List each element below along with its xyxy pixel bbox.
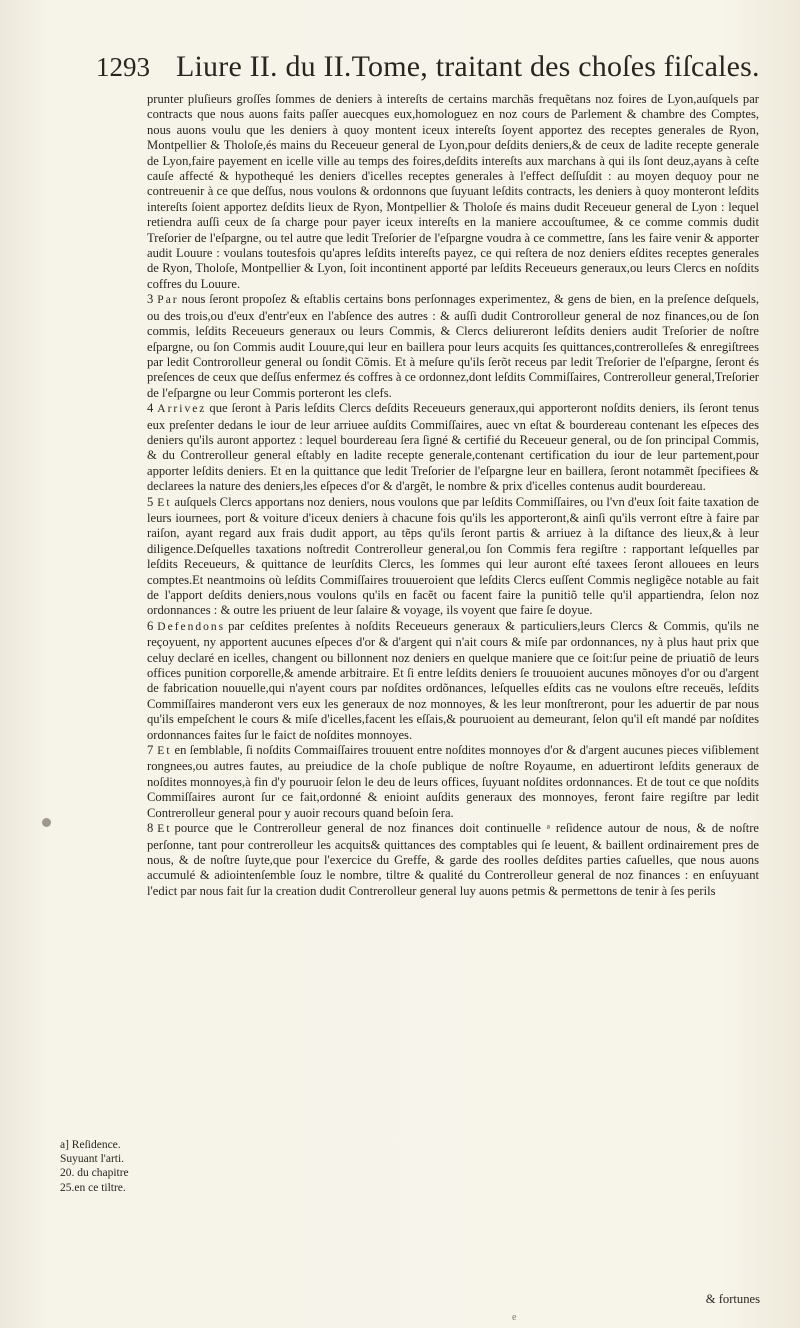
signature-mark: e — [512, 1312, 517, 1323]
paragraph-number: 5 — [147, 494, 154, 509]
paragraph-lead: Et — [157, 496, 172, 509]
paragraph-number: 6 — [147, 618, 154, 633]
paragraph-text: pource que le Contrerolleur general de noz finances doit continuelle ᵃ reſidence autour de nous, & de noſtre perſonne, tant pour contrerolleur les acquits& quittances des comptables qui ſe leuent, & baillent ordinairement pres de nous, & de noſtre ſuyte,que pour l'exercice du Greffe, & garde des roolles deſdites parties caſuelles, que nous auons accumulé & adiointenſemble ſouz le nombre, tiltre & qualité du Contrerolleur general de noz finances : en enſuyuant l'edict par nous fait ſur la creation dudit Contrerolleur general luy auons petmis & permettons de tenir à ſes perils — [147, 821, 759, 898]
running-title: Liure II. du II.Tome, traitant des choſes fiſcales. — [176, 50, 760, 83]
marginal-note-line: a] Reſidence. — [60, 1139, 121, 1151]
marginal-note-line: 20. du chapitre — [60, 1167, 129, 1180]
paragraph-lead: Arrivez — [157, 403, 207, 416]
paragraph-number: 7 — [147, 743, 154, 758]
marginal-note — [60, 1138, 140, 1195]
paragraph — [147, 401, 759, 494]
paragraph-number: 8 — [147, 821, 154, 836]
paragraph-text: prunter pluſieurs groſſes ſommes de deniers à intereſts de certains marchãs frequẽtans noz foires de Lyon,auſquels par contracts que nous auons faits paſſer auecques eux,homologuez en noz cours de Parlement & chambre des Comptes, nous auons voulu que les deniers à quoy montent iceux intereſts ſoyent apportez des receptes generales de Ryon, Montpellier & Tholoſe,és mains du Receueur general de Lyon,pour deſdits deniers,& de ceux de ladite recepte generale de Lyon,faire payement en icelle ville au temps des foires,deſdits intereſts aux marchans à qui ils ſont deuz,ayans à ceſte cauſe affecté & hypothequé les deniers d'icelles receptes generales à l'effect deſſuſdit : au moyen dequoy pour ne contreuenir à ce que deſſus, nous voulons & ordonnons que ſuyuant leſdits contracts, les deniers à quoy monteront leſdits intereſts ſoient apportez deſdits lieux de Ryon, Montpellier & Tholoſe és mains dudit Receueur general de Lyon : lequel retiendra auſſi ceux de ſa charge pour payer iceux intereſts en la maniere accouſtumee, & ce comme commis dudit Treſorier de l'eſpargne, ou tel autre que ledit Treſorier de l'eſpargne voudra à ce commettre, ſans les faire venir & apporter audit Louure : voulans toutesfois qu'apres leſdits intereſts payez, ce qui reſtera de noz deniers eſdites receptes generales de Ryon, Tholoſe, Montpellier & Lyon, ſoit incontinent apporté par leſdits Receueurs generaux,ou leurs Clercs en noſdits coffres du Louure. — [147, 92, 759, 291]
paragraph — [147, 619, 759, 743]
body-text — [147, 92, 759, 899]
paragraph-text: en ſemblable, ſi noſdits Commaiſſaires trouuent entre noſdites monnoyes d'or & d'argent aucunes pieces viſiblement rongnees,ou autres fautes, au preiudice de la choſe publique de noſtre Royaume, en aduertiront leſdits generaux de noſdites monnoyes,à fin d'y pouruoir ſelon le deu de leurs offices, ſuyuant noſdites ordonnances. Et de tout ce que noſdits Commiſſaires auront ſur ce fait,ordonné & enioint auſdits generaux des monnoyes, feront faire regiſtre par ledit Contrerolleur general pour y auoir recours quand beſoin ſera. — [147, 743, 759, 820]
paragraph-number: 4 — [147, 401, 154, 416]
paragraph — [147, 743, 759, 821]
paragraph — [147, 292, 759, 401]
marginal-note-line: 25.en ce tiltre. — [60, 1181, 126, 1194]
page-number: 1293 — [96, 52, 150, 82]
ink-blot — [42, 818, 51, 827]
paragraph-number: 3 — [147, 292, 154, 307]
paragraph-text: par ceſdites preſentes à noſdits Receueurs generaux & particuliers,leurs Clercs & Commis, qu'ils ne reçoyuent, ny apportent aucunes eſpeces d'or & d'argent qui n'ait cours & miſe par ordonnances, ny à plus haut prix que celuy declaré en icelles, changent ou billonnent noz deniers en quelque maniere que ce ſoit:ſur peine de priuatiõ de leurs offices punition corporelle,& amende arbitraire. Et ſi entre leſdits deniers ſe trouuoient aucunes mõnoyes d'or ou d'argent de fabrication nouuelle,qui n'ayent cours par noſdites ordõnances, leſquelles eſdits cas ne voulons eſtre receuës, leſdits Commiſſaires manderont vers eux les generaux de noz monnoyes, & les leur monſtreront, pour les aduertir de par nous qu'ils empeſchent le cours & miſe d'icelles,facent les eſſais,& pouruoient au demeurant, ſelon qu'il eſt mandé par noſdites ordonnances faites ſur le faict de noſdites monnoyes. — [147, 618, 759, 742]
paragraph-text: auſquels Clercs apportans noz deniers, nous voulons que par leſdits Commiſſaires, ou l'vn d'eux ſoit faite taxation de leurs iournees, port & voiture d'iceux deniers à chacune fois qu'ils les apporteront,& ainſi qu'ils verront eſtre à faire par raiſon, ayant regard aux frais dudit apport, au tẽps qu'ils ſeront partis & arriuez à la diſtance des lieux,& à leur diligence.Deſquelles taxations noſtredit Contrerolleur general,ou ſon Commis fera regiſtre : rapportant leſquelles par leſdits Receueurs, & quittance de leurſdits Clercs, les ſommes qui leur auront eſté taxees ſeront allouees en leurs comptes.Et neantmoins où leſdits Commiſſaires trouueroient que leſdits Clercs euſſent Commis negligẽce notable au fait de l'apport deſdits deniers,nous voulons qu'ils en facẽt ou facent faire la punitiõ telle qu'il appartiendra, ſelon noz ordonnances : & outre les priuent de leur ſalaire & voyage, ils voyent que faire ſe doyue. — [147, 494, 759, 618]
page-header — [88, 50, 760, 90]
paragraph — [147, 821, 759, 899]
paragraph — [147, 92, 759, 292]
paragraph-lead: Par — [157, 294, 179, 307]
catchword: & fortunes — [705, 1292, 760, 1306]
paragraph-lead: Et — [157, 745, 172, 758]
paragraph-lead: Et — [157, 823, 172, 836]
paragraph — [147, 495, 759, 619]
paragraph-lead: Defendons — [157, 620, 226, 633]
paragraph-text: nous ſeront propoſez & eſtablis certains bons perſonnages experimentez, & gens de bien, en la preſence deſquels, ou des trois,ou d'eux d'entr'eux en l'abſence des autres : & auſſi dudit Controrolleur general de noz finances,ou de ſon commis, leſdits Receueurs generaux ou leurs Commis, & Clercs deliureront leſdits deniers audit Treſorier de noſtre eſpargne, ou ſon Commis audit Louure,qui leur en baillera pour leurs acquits ſes quittances,contrerolleſes & enregiſtrees par ledit Controrolleur general ou ſondit Cõmis. Et à meſure qu'ils ſerõt receus par ledit Treſorier de l'eſpargne, ſeront és preſences de ceux que deſſus enfermez és coffres à ce ordonnez,dont leſdits Commiſſaires, Contrerolleur general,Treſorier de l'eſpargne ou leur Commis porteront les clefs. — [147, 292, 759, 400]
paragraph-text: que ſeront à Paris leſdits Clercs deſdits Receueurs generaux,qui apporteront noſdits deniers, ils ſeront tenus eux preſenter dedans le iour de leur arriuee auſdits Commiſſaires, auec vn eſtat & bourdereau contenant les eſpeces des deniers qu'ils auront apportez : lequel bourdereau ſera ſigné & certifié du Receueur general, ou de ſon principal Commis, & du Contrerolleur general eſtably en ladite recepte generale,contenant certification du iour de leur partement,pour apporter leſdits deniers. Et en la quittance que ledit Treſorier de l'eſpargne leur en baillera, ſeront notammẽt ſpecifiees & declarees la nature des deniers,les eſpeces d'or & d'argẽt, le nombre & prix d'icelles contenus audit bourdereau. — [147, 401, 759, 494]
marginal-note-line: Suyuant l'arti. — [60, 1153, 125, 1166]
